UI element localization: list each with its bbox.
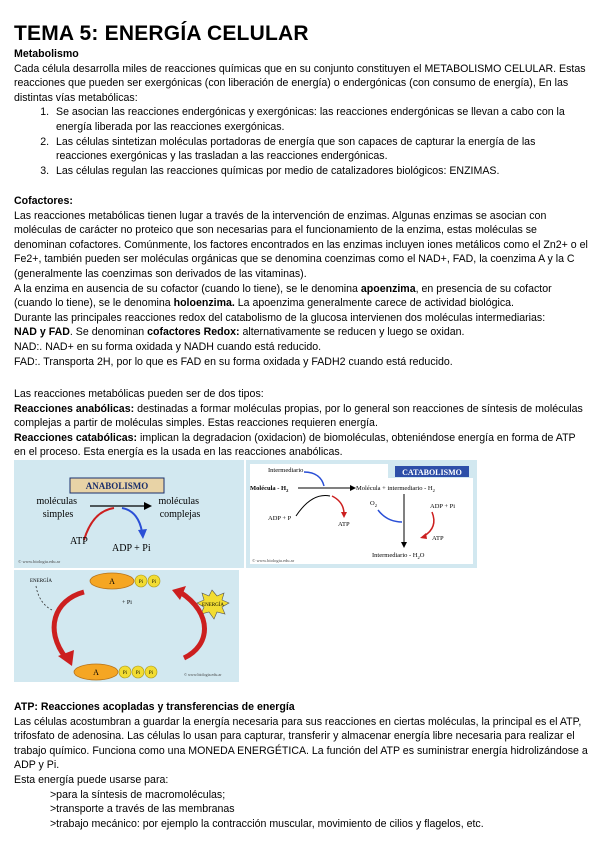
bottom-subscript: 2: [417, 555, 420, 560]
text-span: implican la degradacion (oxidacion) de biomoléculas, obteniéndose energía en forma de ATP en el proceso. Esta energía es la usada en las reacciones anabólicas.: [14, 431, 576, 459]
tipos-anabolicas: [14, 402, 588, 431]
tipos-intro: Las reacciones metabólicas pueden ser de dos tipos:: [14, 388, 264, 400]
anabolismo-diagram: [14, 460, 244, 568]
catabolismo-product: [356, 485, 435, 493]
phosphate-label: Pi: [135, 671, 141, 676]
catabolismo-diagram: [246, 460, 477, 568]
section-cofactores: [14, 194, 588, 369]
section-atp: [14, 700, 588, 831]
heading-cofactores: Cofactores:: [14, 195, 73, 207]
catabolismo-credit: © www.biologia.edu.ar: [252, 558, 295, 563]
anabolismo-products: ADP + Pi: [112, 543, 151, 554]
catabolismo-left-panel: [250, 464, 388, 564]
product-subscript: 2: [432, 488, 435, 493]
cofactores-p6: FAD:. Transporta 2H, por lo que es FAD en su forma oxidada y FADH2 cuando está reducido.: [14, 355, 453, 368]
label-line: moléculas: [158, 496, 200, 507]
catabolismo-adp-right: ADP + Pi: [430, 503, 456, 510]
text-span: La apoenzima generalmente carece de actividad biológica.: [234, 297, 514, 310]
term-anabolicas: Reacciones anabólicas:: [14, 402, 135, 415]
label-line: simples: [42, 509, 74, 520]
tipos-catabolicas: [14, 431, 588, 460]
list-item: 3. Las células regulan las reacciones químicas por medio de catalizadores biológicos: ENZIMAS.: [52, 164, 588, 179]
molecule-subscript: 2: [286, 488, 289, 493]
list-item: 2. Las células sintetizan moléculas portadoras de energía que son capaces de capturar la energía de las reacciones exergónicas y las trasladan a las reacciones endergónicas.: [52, 135, 588, 164]
atp-p1: Las células acostumbran a guardar la energía necesaria para sus reacciones en ciertas moléculas, la principal es el ATP, trifosfato de adenosina. Las células lo usan para capturar, transferir y almacenar energía libre necesaria para realizar el trabajo químico. Funciona como una MONEDA ENERGÉTICA. La función del ATP es suministrar energía hidrolizándose a ADP y Pi.: [14, 715, 588, 772]
list-item: 1. Se asocian las reacciones endergónicas y exergónicas: las reacciones endergónicas se llevan a cabo con la energía liberada por las reacciones exergónicas.: [52, 105, 588, 134]
cofactores-p3: Durante las principales reacciones redox del catabolismo de la glucosa intervienen dos moléculas intermediarias:: [14, 311, 546, 324]
term-cofactores-redox: cofactores Redox:: [147, 326, 240, 339]
heading-metabolismo: Metabolismo: [14, 48, 79, 60]
atp-p2: Esta energía puede usarse para:: [14, 773, 169, 786]
cycle-a-top-label: A: [109, 577, 115, 586]
o2-subscript: 2: [374, 503, 377, 508]
label-line: moléculas: [36, 496, 78, 507]
atp-cycle-diagram: [14, 570, 239, 682]
metabolismo-intro: Cada célula desarrolla miles de reacciones químicas que en su conjunto constituyen el METABOLISMO CELULAR. Estas reacciones que pueden ser exergónicas (con liberación de energía) o endergónicas (con consumo de energía), En las distintas vías metabólicas:: [14, 62, 586, 104]
cofactores-p1: Las reacciones metabólicas tienen lugar a través de la intervención de enzimas. Algunas enzimas se asocian con moléculas de carácter no proteico que son necesarias para el funcionamiento de la enzima, estas moléculas se denominan cofactores. Comúnmente, los factores encontrados en las enzimas incluyen iones metálicos como el Zn2+ o el Fe2+, también pueden ser moléculas orgánicas que se denomina coenzimas como el NAD+, FAD, la coenzima A y la C (generalmente las coenzimas son derivados de las vitaminas).: [14, 209, 588, 280]
text-span: destinadas a formar moléculas propias, por lo general son reacciones de síntesis de moléculas complejas a partir de moléculas simples. Estas reacciones requieren energía.: [14, 402, 583, 430]
text-span: A la enzima en ausencia de su cofactor (cuando lo tiene), se le denomina: [14, 282, 361, 295]
phosphate-label: Pi: [148, 671, 154, 676]
cofactores-p5: NAD:. NAD+ en su forma oxidada y NADH cuando está reducido.: [14, 340, 322, 353]
catabolismo-bottom: [372, 552, 425, 560]
phosphate-label: Pi: [138, 580, 144, 585]
text-span: alternativamente se reducen y luego se oxidan.: [239, 326, 465, 339]
list-item: >trabajo mecánico: por ejemplo la contracción muscular, movimiento de cilios y flagelos, etc.: [50, 817, 484, 830]
heading-atp: ATP: Reacciones acopladas y transferencias de energía: [14, 701, 295, 713]
list-item: >transporte a través de las membranas: [50, 803, 235, 816]
cofactores-p2: [14, 282, 588, 311]
catabolismo-atp-left: ATP: [338, 521, 350, 528]
cycle-plus-pi: + Pi: [122, 600, 132, 606]
label-line: complejas: [159, 509, 201, 520]
anabolismo-atp: ATP: [70, 536, 88, 547]
cofactores-p4: [14, 325, 588, 340]
bottom-end: O: [419, 552, 425, 559]
catabolismo-molecule: [250, 485, 289, 493]
cycle-energy-out: ENERGÍA: [202, 603, 224, 608]
section-tipos: [14, 387, 588, 460]
section-metabolismo: [14, 47, 588, 178]
o2-text: O: [370, 500, 375, 507]
page-title: TEMA 5: ENERGÍA CELULAR: [14, 22, 309, 45]
metabolismo-list: [14, 105, 588, 178]
cycle-a-bottom-label: A: [93, 668, 99, 677]
term-holoenzima: holoenzima.: [173, 297, 235, 310]
bottom-text: Intermediario - H: [372, 552, 418, 559]
product-text: Molécula + intermediario - H: [356, 485, 433, 492]
phosphate-label: Pi: [151, 580, 157, 585]
text-span: . Se denominan: [69, 326, 148, 339]
cycle-credit: © www.biologia.edu.ar: [184, 672, 222, 677]
catabolismo-adp-left: ADP + P: [268, 515, 292, 522]
catabolismo-title: CATABOLISMO: [402, 468, 462, 477]
term-catabolicas: Reacciones catabólicas:: [14, 431, 138, 444]
molecule-text: Molécula - H: [250, 485, 287, 492]
catabolismo-atp-right: ATP: [432, 535, 444, 542]
anabolismo-title: ANABOLISMO: [85, 481, 149, 491]
cycle-energy-in: ENERGÍA: [30, 579, 52, 584]
phosphate-label: Pi: [122, 671, 128, 676]
catabolismo-intermediate-top: Intermediario: [268, 467, 304, 474]
term-nad-fad: NAD y FAD: [14, 326, 70, 339]
list-item: >para la síntesis de macromoléculas;: [50, 788, 226, 801]
term-apoenzima: apoenzima: [360, 282, 416, 295]
text-span: , en presencia de su cofactor (cuando lo tiene), se le denomina: [14, 282, 552, 310]
anabolismo-credit: © www.biologia.edu.ar: [18, 559, 61, 564]
